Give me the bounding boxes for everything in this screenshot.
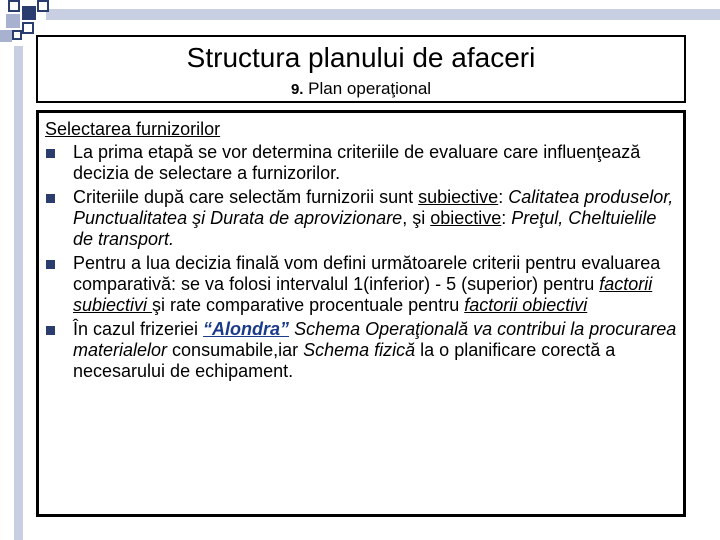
list-item	[45, 253, 677, 316]
left-decorative-band	[14, 46, 23, 540]
objective-factors: factorii obiectivi	[464, 295, 588, 315]
objective-term: obiective	[430, 208, 502, 228]
top-decorative-band	[46, 9, 720, 20]
bullet-text: consumabile,iar	[167, 340, 304, 360]
square-bullet-icon	[46, 260, 55, 269]
deco-square	[8, 0, 20, 12]
subjective-factors: factorii subiectivi	[73, 274, 653, 315]
bullet-text: :	[498, 187, 509, 207]
section-title: Selectarea furnizorilor	[45, 119, 221, 139]
bullet-text: Criteriile după care selectăm furnizorii sunt	[73, 187, 419, 207]
deco-square	[0, 30, 12, 42]
deco-square	[6, 14, 20, 28]
list-item	[45, 142, 677, 184]
deco-square	[22, 22, 34, 34]
bullet-text: şi rate comparative procentuale pentru	[152, 295, 465, 315]
bullet-text: În cazul frizeriei	[73, 319, 204, 339]
deco-square	[37, 0, 49, 12]
subjective-term: subiective	[418, 187, 499, 207]
deco-square	[22, 6, 36, 20]
content-box	[36, 110, 686, 517]
deco-square	[12, 30, 22, 40]
salon-name: “Alondra”	[203, 319, 290, 339]
bullet-list	[45, 142, 677, 382]
subtitle-text: Plan operaţional	[303, 79, 432, 98]
square-bullet-icon	[46, 194, 55, 203]
operational-scheme-text: Schema Operaţională va contribui la procurarea materialelor	[73, 319, 677, 360]
bullet-text: , şi	[402, 208, 431, 228]
square-bullet-icon	[46, 149, 55, 158]
subjective-criteria: Calitatea produselor, Punctualitatea şi Durata de aprovizionare	[73, 187, 674, 228]
bullet-text: La prima etapă se vor determina criteriile de evaluare care influenţează decizia de selectare a furnizorilor.	[73, 142, 641, 183]
page-subtitle	[38, 79, 684, 100]
square-bullet-icon	[46, 326, 55, 335]
subtitle-number: 9.	[290, 81, 304, 98]
bullet-text: :	[501, 208, 512, 228]
physical-scheme-term: Schema fizică	[303, 340, 416, 360]
page-title: Structura planului de afaceri	[186, 42, 536, 73]
list-item	[45, 187, 677, 250]
title-box	[36, 35, 686, 103]
list-item	[45, 319, 677, 382]
bullet-text: Pentru a lua decizia finală vom defini următoarele criterii pentru evaluarea comparativă: se va folosi intervalul 1(inferior) - 5 (superior) pentru	[73, 253, 661, 294]
objective-criteria: Preţul, Cheltuielile de transport.	[73, 208, 657, 249]
bullet-text: la o planificare corectă a necesarului de echipament.	[73, 340, 616, 381]
